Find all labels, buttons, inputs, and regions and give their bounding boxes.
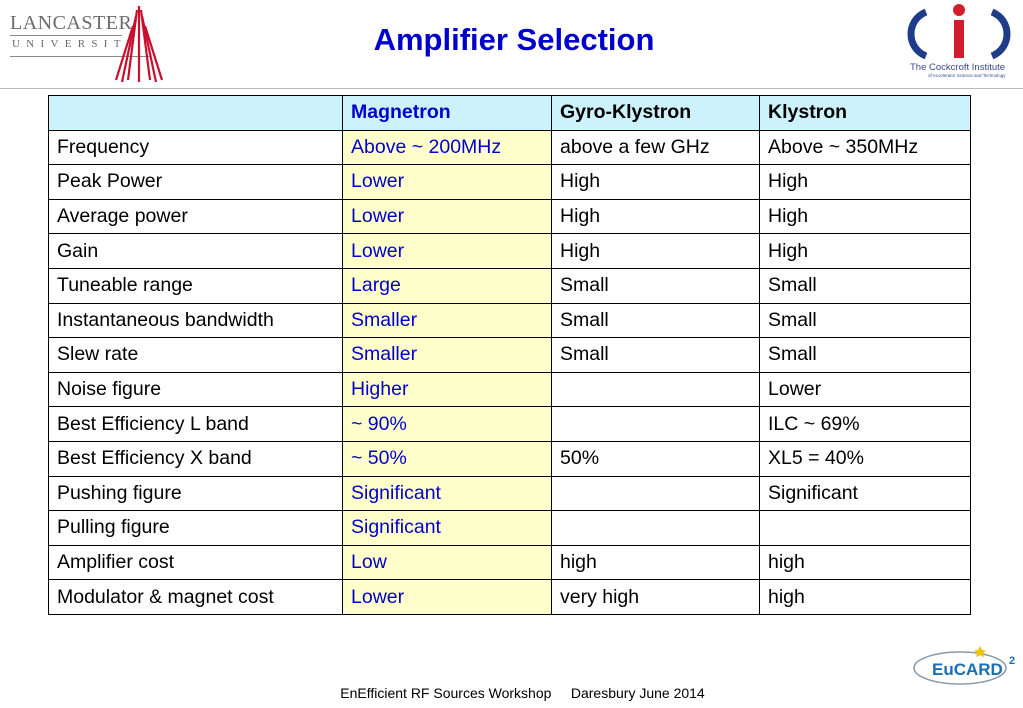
header-cell-magnetron: Magnetron: [343, 96, 552, 131]
eucard-logo: [908, 640, 1023, 690]
gyro-klystron-cell: [552, 476, 760, 511]
klystron-cell: XL5 = 40%: [760, 441, 971, 476]
header-cell-blank: [49, 96, 343, 131]
table-row: [49, 441, 971, 476]
header-cell-klystron: Klystron: [760, 96, 971, 131]
eucard-logo-superscript: 2: [1009, 655, 1016, 667]
lancaster-logo-name: LANCASTER: [10, 12, 133, 34]
magnetron-cell: Lower: [343, 580, 552, 615]
klystron-cell: Lower: [760, 372, 971, 407]
table-row: [49, 338, 971, 373]
table-header-row: [49, 96, 971, 131]
magnetron-cell: Smaller: [343, 338, 552, 373]
gyro-klystron-cell: High: [552, 165, 760, 200]
row-label: Pulling figure: [49, 511, 343, 546]
lancaster-logo-sub: UNIVERSITY: [12, 38, 141, 50]
row-label: Frequency: [49, 130, 343, 165]
klystron-cell: high: [760, 580, 971, 615]
cockcroft-logo-name: The Cockcroft Institute: [910, 62, 1006, 73]
footer-place-date: Daresbury June 2014: [570, 685, 705, 701]
magnetron-cell: ~ 50%: [343, 441, 552, 476]
magnetron-cell: Lower: [343, 165, 552, 200]
magnetron-cell: Lower: [343, 234, 552, 269]
slide-footer: [0, 685, 1023, 701]
magnetron-cell: Smaller: [343, 303, 552, 338]
row-label: Pushing figure: [49, 476, 343, 511]
cockcroft-emblem-icon: [904, 2, 1014, 62]
table-row: [49, 372, 971, 407]
table-row: [49, 545, 971, 580]
amplifier-comparison-table: [48, 95, 971, 615]
klystron-cell: Small: [760, 303, 971, 338]
gyro-klystron-cell: High: [552, 199, 760, 234]
magnetron-cell: Significant: [343, 511, 552, 546]
klystron-cell: ILC ~ 69%: [760, 407, 971, 442]
gyro-klystron-cell: [552, 372, 760, 407]
klystron-cell: Significant: [760, 476, 971, 511]
gyro-klystron-cell: Small: [552, 303, 760, 338]
row-label: Noise figure: [49, 372, 343, 407]
klystron-cell: Small: [760, 268, 971, 303]
magnetron-cell: Higher: [343, 372, 552, 407]
table-row: [49, 165, 971, 200]
magnetron-cell: Large: [343, 268, 552, 303]
klystron-cell: high: [760, 545, 971, 580]
magnetron-cell: Above ~ 200MHz: [343, 130, 552, 165]
gyro-klystron-cell: Small: [552, 268, 760, 303]
table-row: [49, 199, 971, 234]
magnetron-cell: ~ 90%: [343, 407, 552, 442]
gyro-klystron-cell: high: [552, 545, 760, 580]
eucard-star-icon: [974, 646, 986, 657]
page-title: Amplifier Selection: [373, 22, 655, 57]
row-label: Tuneable range: [49, 268, 343, 303]
row-label: Peak Power: [49, 165, 343, 200]
table-row: [49, 268, 971, 303]
gyro-klystron-cell: very high: [552, 580, 760, 615]
table-row: [49, 234, 971, 269]
cockcroft-logo-sub: of Accelerator Science and Technology: [928, 73, 1006, 78]
row-label: Slew rate: [49, 338, 343, 373]
magnetron-cell: Lower: [343, 199, 552, 234]
magnetron-cell: Significant: [343, 476, 552, 511]
gyro-klystron-cell: [552, 511, 760, 546]
gyro-klystron-cell: Small: [552, 338, 760, 373]
table-row: [49, 303, 971, 338]
gyro-klystron-cell: 50%: [552, 441, 760, 476]
row-label: Gain: [49, 234, 343, 269]
klystron-cell: Small: [760, 338, 971, 373]
table-row: [49, 580, 971, 615]
slide-header: [0, 0, 1023, 90]
row-label: Average power: [49, 199, 343, 234]
row-label: Instantaneous bandwidth: [49, 303, 343, 338]
gyro-klystron-cell: [552, 407, 760, 442]
table-row: [49, 130, 971, 165]
cockcroft-institute-logo: [896, 0, 1023, 85]
row-label: Best Efficiency L band: [49, 407, 343, 442]
table-row: [49, 511, 971, 546]
eucard-logo-text: EuCARD: [932, 660, 1003, 679]
header-cell-gyro-klystron: Gyro-Klystron: [552, 96, 760, 131]
footer-event: EnEfficient RF Sources Workshop: [340, 685, 552, 701]
klystron-cell: [760, 511, 971, 546]
gyro-klystron-cell: above a few GHz: [552, 130, 760, 165]
magnetron-cell: Low: [343, 545, 552, 580]
row-label: Best Efficiency X band: [49, 441, 343, 476]
klystron-cell: High: [760, 165, 971, 200]
klystron-cell: Above ~ 350MHz: [760, 130, 971, 165]
klystron-cell: High: [760, 199, 971, 234]
klystron-cell: High: [760, 234, 971, 269]
table-row: [49, 476, 971, 511]
gyro-klystron-cell: High: [552, 234, 760, 269]
table-row: [49, 407, 971, 442]
header-divider: [0, 88, 1023, 89]
row-label: Modulator & magnet cost: [49, 580, 343, 615]
row-label: Amplifier cost: [49, 545, 343, 580]
